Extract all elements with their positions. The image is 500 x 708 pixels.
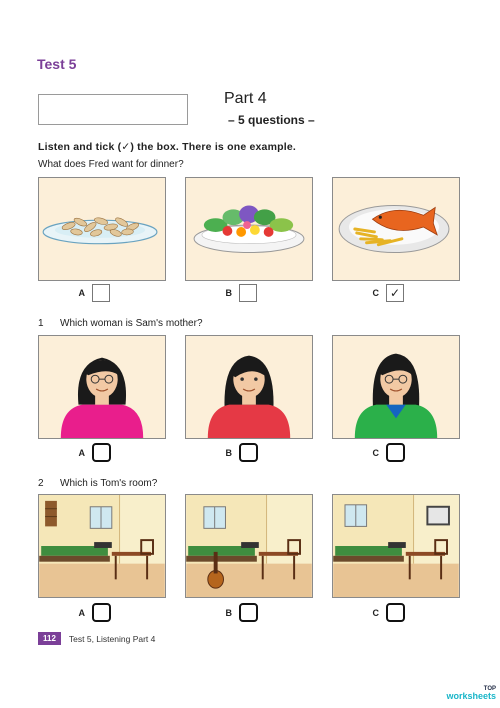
q2-option-c[interactable]: [357, 603, 405, 622]
question-1: [38, 318, 203, 329]
question-text: Which woman is Sam's mother?: [60, 318, 203, 329]
checkbox[interactable]: [239, 443, 258, 462]
picture-woman-pink: [38, 335, 166, 439]
picture-room-guitar: [185, 494, 313, 598]
watermark-bottom: worksheets: [446, 691, 496, 701]
footer: [38, 632, 155, 645]
part-subtitle: – 5 questions –: [228, 113, 315, 127]
picture-fish-and-chips: [332, 177, 460, 281]
instruction-text: Listen and tick (✓) the box. There is one example.: [38, 141, 297, 153]
checkbox[interactable]: [92, 603, 111, 622]
q1-option-b[interactable]: [210, 443, 258, 462]
example-option-b[interactable]: [210, 284, 257, 302]
q2-option-a[interactable]: [63, 603, 111, 622]
checkbox[interactable]: [239, 603, 258, 622]
test-title: Test 5: [37, 56, 77, 72]
question-number: 1: [38, 318, 44, 329]
option-letter: C: [372, 288, 379, 298]
option-letter: B: [225, 288, 232, 298]
option-letter: C: [372, 447, 379, 458]
name-input-box[interactable]: [38, 94, 188, 125]
option-letter: A: [78, 288, 85, 298]
q2-option-b[interactable]: [210, 603, 258, 622]
picture-woman-red: [185, 335, 313, 439]
checkbox[interactable]: [239, 284, 257, 302]
picture-room-with-picture: [332, 494, 460, 598]
part-title: Part 4: [224, 90, 267, 107]
option-letter: B: [225, 447, 232, 458]
page-number: 112: [38, 632, 61, 645]
option-letter: C: [372, 607, 379, 618]
option-letter: A: [78, 447, 85, 458]
picture-pasta: [38, 177, 166, 281]
question-text: Which is Tom's room?: [60, 478, 158, 489]
watermark-top: TOP: [483, 686, 496, 692]
picture-room-shelf: [38, 494, 166, 598]
option-letter: B: [225, 607, 232, 618]
watermark-logo: [436, 686, 496, 701]
footer-text: Test 5, Listening Part 4: [68, 633, 156, 644]
example-option-a[interactable]: [63, 284, 110, 302]
checkbox[interactable]: [386, 603, 405, 622]
q1-option-c[interactable]: [357, 443, 405, 462]
example-question: What does Fred want for dinner?: [38, 159, 184, 170]
checkbox-ticked[interactable]: ✓: [386, 284, 404, 302]
picture-woman-green: [332, 335, 460, 439]
q1-option-a[interactable]: [63, 443, 111, 462]
checkbox[interactable]: [92, 443, 111, 462]
picture-salad: [185, 177, 313, 281]
checkbox[interactable]: [386, 443, 405, 462]
option-letter: A: [78, 607, 85, 618]
question-2: [38, 478, 157, 489]
checkbox[interactable]: [92, 284, 110, 302]
question-number: 2: [38, 478, 44, 489]
example-option-c[interactable]: [357, 284, 404, 302]
